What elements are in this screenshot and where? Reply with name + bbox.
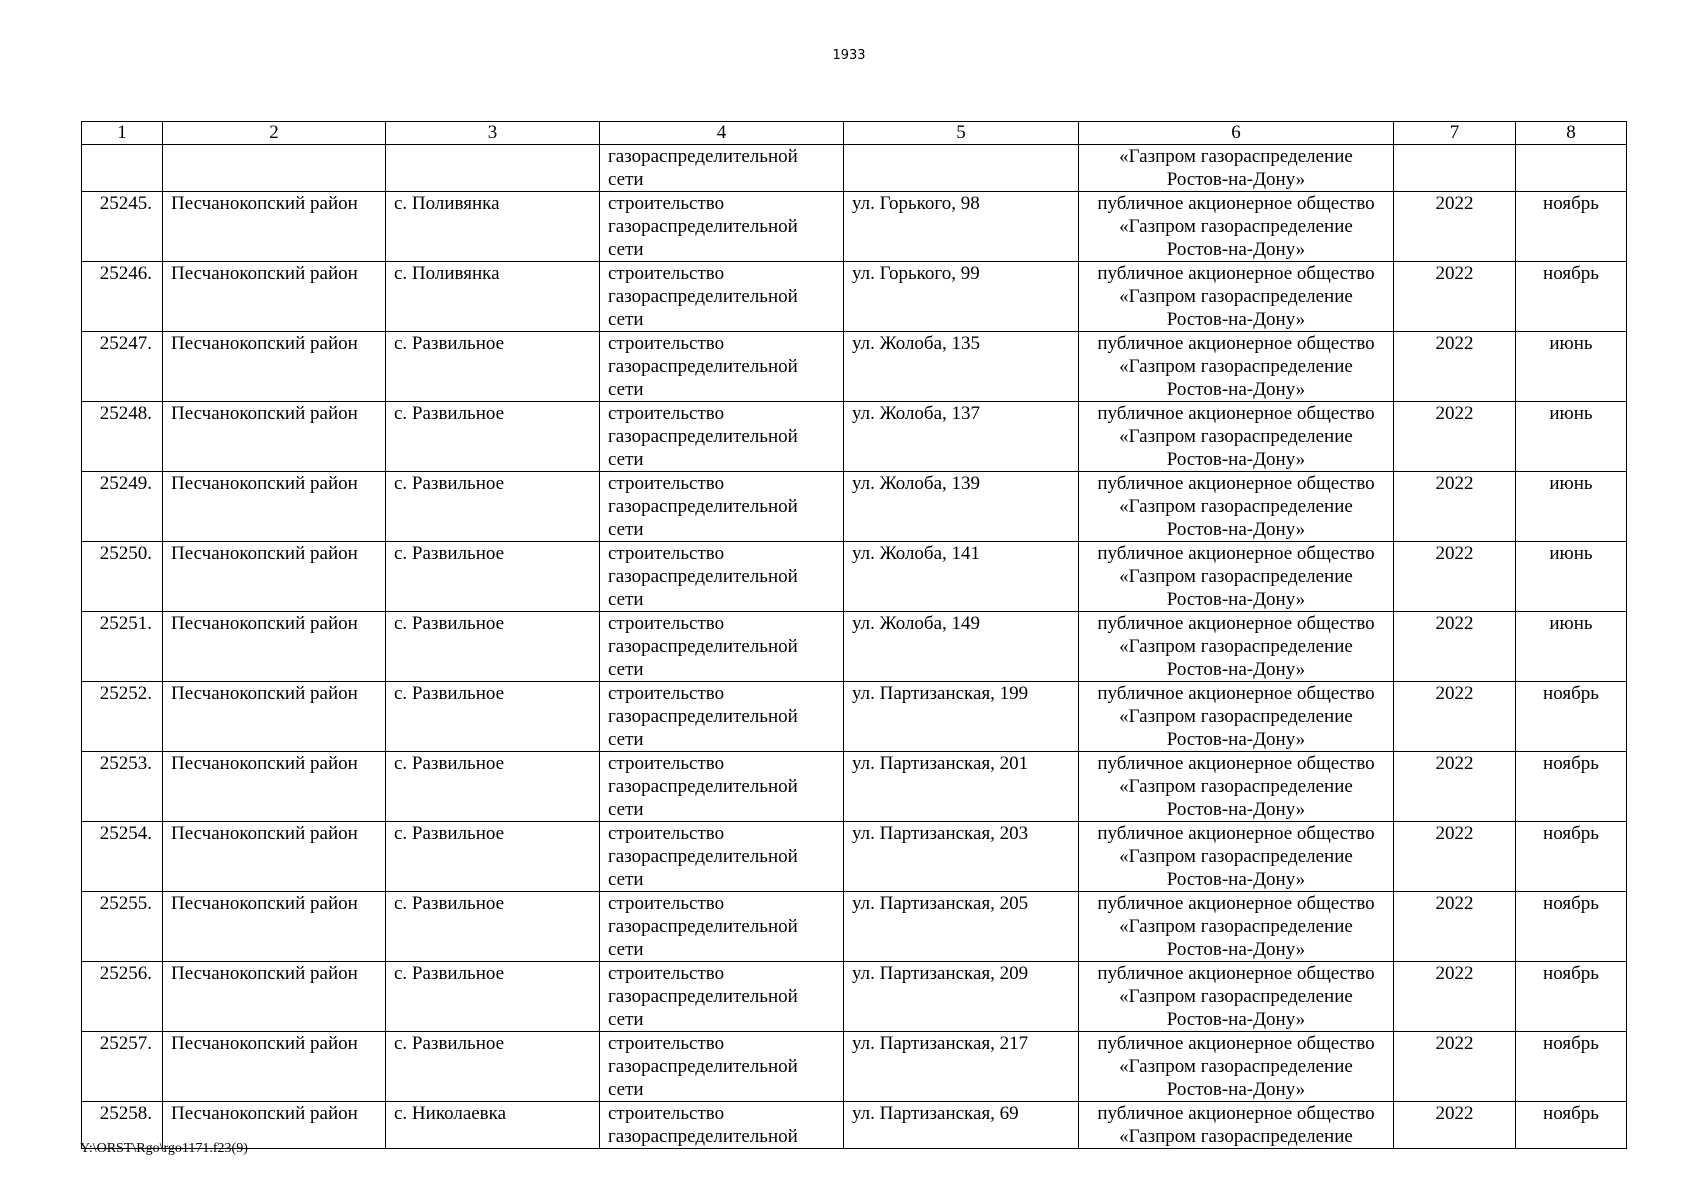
address-cell: ул. Партизанская, 217	[844, 1032, 1079, 1102]
work-type-cell: строительство газораспределительной сети	[600, 192, 844, 262]
operator-cell: публичное акционерное общество «Газпром газораспределение Ростов-на-Дону»	[1079, 542, 1394, 612]
locality-cell: с. Развильное	[386, 962, 600, 1032]
column-header: 3	[386, 122, 600, 145]
address-cell: ул. Партизанская, 199	[844, 682, 1079, 752]
locality-cell: с. Развильное	[386, 472, 600, 542]
district-cell: Песчанокопский район	[163, 192, 386, 262]
district-cell: Песчанокопский район	[163, 962, 386, 1032]
continuation-row	[82, 145, 1627, 192]
locality-cell: с. Развильное	[386, 752, 600, 822]
row-number-cell: 25250.	[82, 542, 163, 612]
month-cell: ноябрь	[1516, 962, 1627, 1032]
row-number-cell: 25255.	[82, 892, 163, 962]
work-type-cell: строительство газораспределительной сети	[600, 402, 844, 472]
row-number-cell: 25248.	[82, 402, 163, 472]
month-cell: июнь	[1516, 542, 1627, 612]
work-type-cell: строительство газораспределительной сети	[600, 752, 844, 822]
operator-cell: публичное акционерное общество «Газпром газораспределение Ростов-на-Дону»	[1079, 1032, 1394, 1102]
row-number-cell: 25254.	[82, 822, 163, 892]
table-row	[82, 1032, 1627, 1102]
row-number-cell: 25246.	[82, 262, 163, 332]
year-cell: 2022	[1394, 962, 1516, 1032]
operator-cell: публичное акционерное общество «Газпром газораспределение Ростов-на-Дону»	[1079, 262, 1394, 332]
row-number-cell: 25247.	[82, 332, 163, 402]
table-row	[82, 962, 1627, 1032]
table-row	[82, 612, 1627, 682]
footer-file-path: Y:\ORST\Rgo\rgo1171.f23(9)	[80, 1141, 248, 1156]
address-cell: ул. Партизанская, 205	[844, 892, 1079, 962]
district-cell: Песчанокопский район	[163, 472, 386, 542]
operator-cell: публичное акционерное общество «Газпром газораспределение	[1079, 1102, 1394, 1149]
table-row	[82, 472, 1627, 542]
year-cell: 2022	[1394, 1102, 1516, 1149]
operator-cell: публичное акционерное общество «Газпром газораспределение Ростов-на-Дону»	[1079, 612, 1394, 682]
column-header: 5	[844, 122, 1079, 145]
row-number-cell: 25245.	[82, 192, 163, 262]
year-cell: 2022	[1394, 1032, 1516, 1102]
address-cell: ул. Горького, 99	[844, 262, 1079, 332]
address-cell: ул. Партизанская, 203	[844, 822, 1079, 892]
month-cell: ноябрь	[1516, 752, 1627, 822]
operator-cell: публичное акционерное общество «Газпром газораспределение Ростов-на-Дону»	[1079, 682, 1394, 752]
year-cell: 2022	[1394, 542, 1516, 612]
table-row	[82, 192, 1627, 262]
work-type-cell: строительство газораспределительной сети	[600, 332, 844, 402]
work-type-cell: строительство газораспределительной сети	[600, 612, 844, 682]
work-type-cell: строительство газораспределительной сети	[600, 962, 844, 1032]
operator-cell: публичное акционерное общество «Газпром газораспределение Ростов-на-Дону»	[1079, 402, 1394, 472]
locality-cell: с. Развильное	[386, 682, 600, 752]
district-cell: Песчанокопский район	[163, 612, 386, 682]
locality-cell: с. Развильное	[386, 822, 600, 892]
year-cell: 2022	[1394, 822, 1516, 892]
work-type-cell: газораспределительной сети	[600, 145, 844, 192]
district-cell: Песчанокопский район	[163, 752, 386, 822]
row-number-cell: 25258.	[82, 1102, 163, 1149]
table-row	[82, 332, 1627, 402]
operator-cell: публичное акционерное общество «Газпром газораспределение Ростов-на-Дону»	[1079, 752, 1394, 822]
column-header: 8	[1516, 122, 1627, 145]
locality-cell: с. Развильное	[386, 892, 600, 962]
work-type-cell: строительство газораспределительной сети	[600, 682, 844, 752]
year-cell: 2022	[1394, 472, 1516, 542]
district-cell: Песчанокопский район	[163, 822, 386, 892]
locality-cell: с. Развильное	[386, 402, 600, 472]
operator-cell: публичное акционерное общество «Газпром газораспределение Ростов-на-Дону»	[1079, 332, 1394, 402]
column-header: 4	[600, 122, 844, 145]
operator-cell: публичное акционерное общество «Газпром газораспределение Ростов-на-Дону»	[1079, 822, 1394, 892]
month-cell: июнь	[1516, 332, 1627, 402]
year-cell: 2022	[1394, 332, 1516, 402]
page-number: 1933	[832, 48, 866, 63]
month-cell: ноябрь	[1516, 262, 1627, 332]
work-type-cell: строительство газораспределительной	[600, 1102, 844, 1149]
year-cell: 2022	[1394, 262, 1516, 332]
operator-cell: «Газпром газораспределение Ростов-на-Дону»	[1079, 145, 1394, 192]
work-type-cell: строительство газораспределительной сети	[600, 822, 844, 892]
locality-cell: с. Николаевка	[386, 1102, 600, 1149]
district-cell: Песчанокопский район	[163, 262, 386, 332]
month-cell: июнь	[1516, 612, 1627, 682]
locality-cell: с. Развильное	[386, 612, 600, 682]
year-cell: 2022	[1394, 682, 1516, 752]
register-table	[81, 121, 1627, 1149]
address-cell: ул. Партизанская, 69	[844, 1102, 1079, 1149]
month-cell: ноябрь	[1516, 1102, 1627, 1149]
district-cell: Песчанокопский район	[163, 682, 386, 752]
address-cell: ул. Жолоба, 135	[844, 332, 1079, 402]
address-cell: ул. Партизанская, 209	[844, 962, 1079, 1032]
table-row	[82, 682, 1627, 752]
column-header: 7	[1394, 122, 1516, 145]
month-cell: ноябрь	[1516, 192, 1627, 262]
row-number-cell: 25253.	[82, 752, 163, 822]
year-cell: 2022	[1394, 612, 1516, 682]
address-cell: ул. Жолоба, 149	[844, 612, 1079, 682]
work-type-cell: строительство газораспределительной сети	[600, 472, 844, 542]
column-header: 2	[163, 122, 386, 145]
row-number-cell: 25256.	[82, 962, 163, 1032]
address-cell: ул. Горького, 98	[844, 192, 1079, 262]
table-row	[82, 542, 1627, 612]
month-cell: ноябрь	[1516, 682, 1627, 752]
district-cell: Песчанокопский район	[163, 1102, 386, 1149]
work-type-cell: строительство газораспределительной сети	[600, 262, 844, 332]
table-row	[82, 402, 1627, 472]
locality-cell: с. Поливянка	[386, 262, 600, 332]
address-cell: ул. Жолоба, 137	[844, 402, 1079, 472]
table-row	[82, 822, 1627, 892]
year-cell: 2022	[1394, 192, 1516, 262]
month-cell: июнь	[1516, 402, 1627, 472]
month-cell: ноябрь	[1516, 892, 1627, 962]
year-cell: 2022	[1394, 402, 1516, 472]
address-cell: ул. Партизанская, 201	[844, 752, 1079, 822]
address-cell: ул. Жолоба, 141	[844, 542, 1079, 612]
month-cell: ноябрь	[1516, 822, 1627, 892]
district-cell: Песчанокопский район	[163, 892, 386, 962]
column-header: 1	[82, 122, 163, 145]
operator-cell: публичное акционерное общество «Газпром газораспределение Ростов-на-Дону»	[1079, 472, 1394, 542]
operator-cell: публичное акционерное общество «Газпром газораспределение Ростов-на-Дону»	[1079, 892, 1394, 962]
header-row	[82, 122, 1627, 145]
year-cell: 2022	[1394, 752, 1516, 822]
work-type-cell: строительство газораспределительной сети	[600, 1032, 844, 1102]
district-cell: Песчанокопский район	[163, 542, 386, 612]
district-cell: Песчанокопский район	[163, 1032, 386, 1102]
locality-cell: с. Развильное	[386, 1032, 600, 1102]
table-row	[82, 752, 1627, 822]
row-number-cell: 25252.	[82, 682, 163, 752]
operator-cell: публичное акционерное общество «Газпром газораспределение Ростов-на-Дону»	[1079, 192, 1394, 262]
table-row	[82, 262, 1627, 332]
operator-cell: публичное акционерное общество «Газпром газораспределение Ростов-на-Дону»	[1079, 962, 1394, 1032]
row-number-cell: 25257.	[82, 1032, 163, 1102]
locality-cell: с. Развильное	[386, 332, 600, 402]
column-header: 6	[1079, 122, 1394, 145]
table-row	[82, 1102, 1627, 1149]
locality-cell: с. Поливянка	[386, 192, 600, 262]
row-number-cell: 25249.	[82, 472, 163, 542]
row-number-cell: 25251.	[82, 612, 163, 682]
work-type-cell: строительство газораспределительной сети	[600, 542, 844, 612]
year-cell: 2022	[1394, 892, 1516, 962]
month-cell: ноябрь	[1516, 1032, 1627, 1102]
district-cell: Песчанокопский район	[163, 402, 386, 472]
table-row	[82, 892, 1627, 962]
locality-cell: с. Развильное	[386, 542, 600, 612]
work-type-cell: строительство газораспределительной сети	[600, 892, 844, 962]
month-cell: июнь	[1516, 472, 1627, 542]
district-cell: Песчанокопский район	[163, 332, 386, 402]
address-cell: ул. Жолоба, 139	[844, 472, 1079, 542]
